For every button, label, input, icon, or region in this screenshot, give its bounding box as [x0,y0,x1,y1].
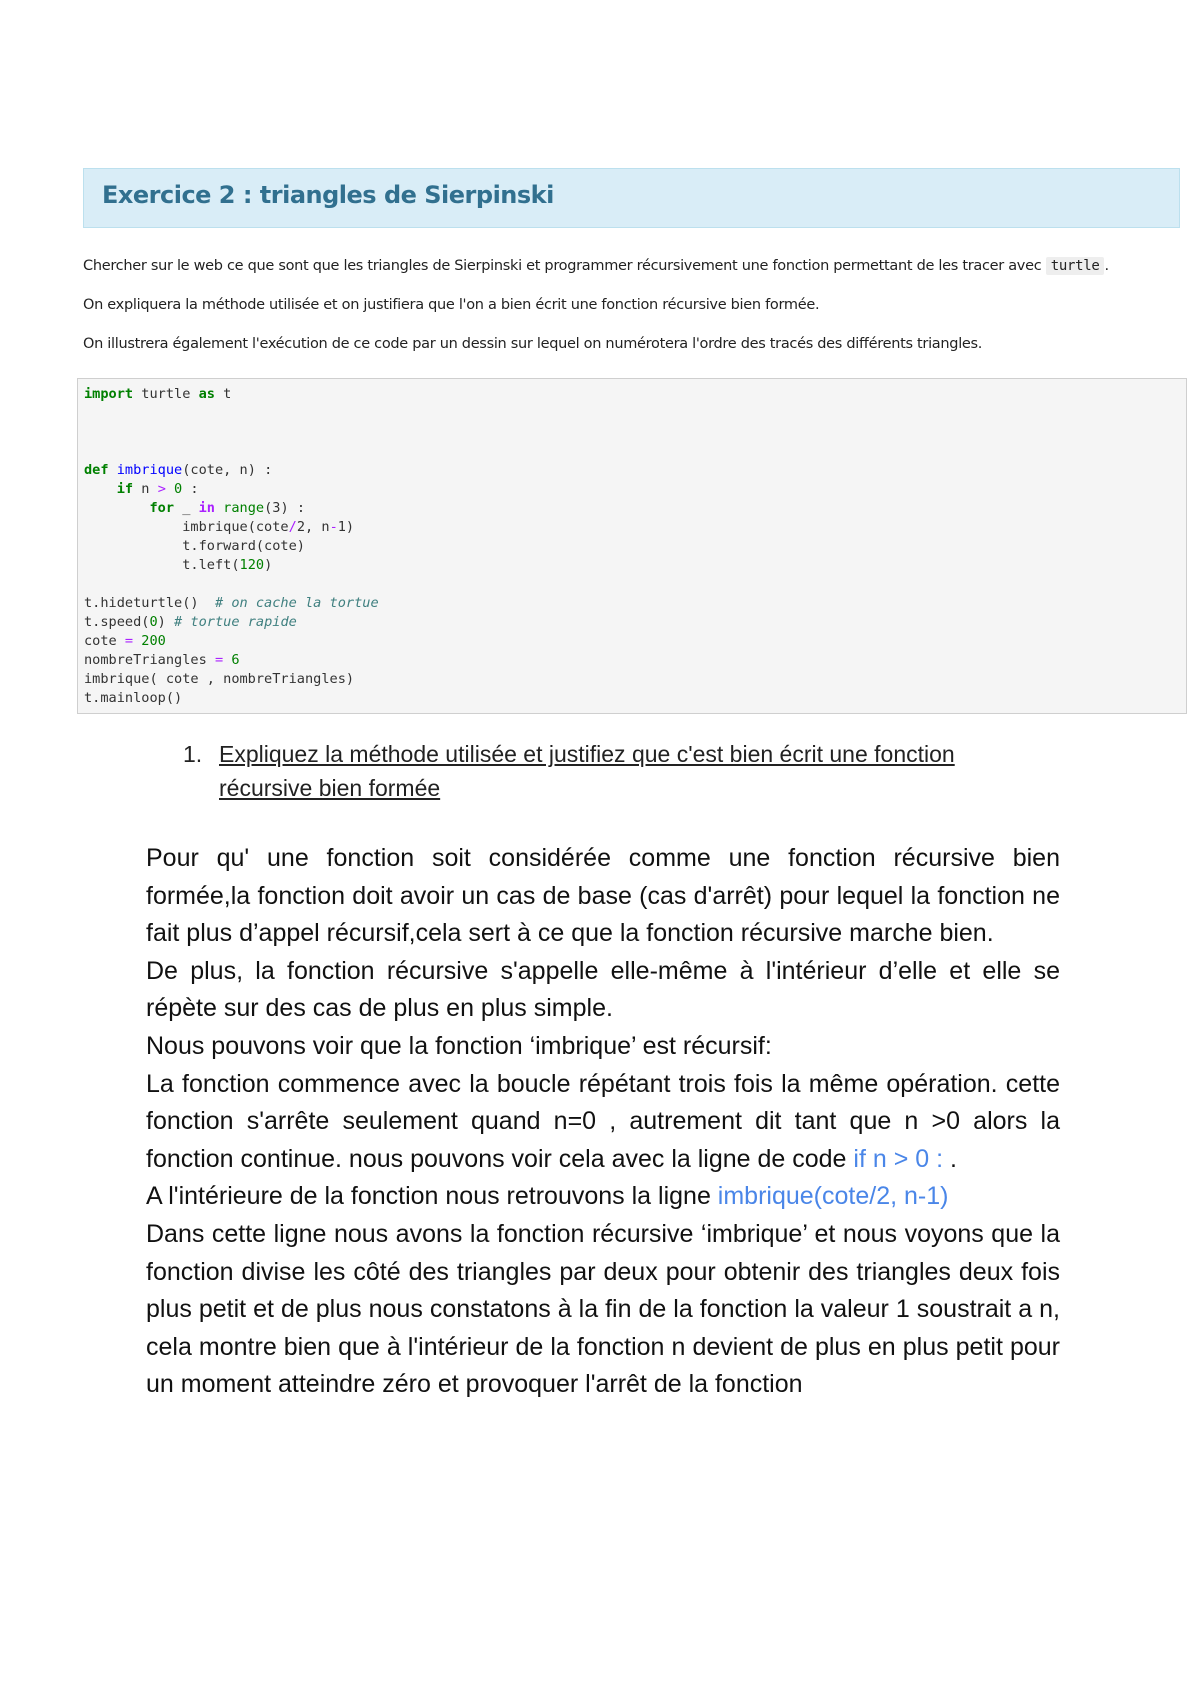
code-token: import [84,386,134,402]
code-token: = [124,633,134,649]
instruction-line-1-text: Chercher sur le web ce que sont que les triangles de Sierpinski et programmer récursivement une fonction permettant de les tracer avec [83,258,1046,274]
code-token: ) [264,557,273,573]
code-token: t.left( [182,557,240,573]
code-token: 0 [149,614,158,630]
code-token: t.speed( [84,614,150,630]
code-token: (3) : [264,500,306,516]
instruction-line-2: On expliquera la méthode utilisée et on justifiera que l'on a bien écrit une fonction récursive bien formée. [83,297,820,313]
code-comment: # tortue rapide [174,614,297,630]
answer-paragraph-4-text: La fonction commence avec la boucle répétant trois fois la même opération. cette fonction s'arrête seulement quand n=0 , autrement dit tant que n >0 alors la fonction continue. nous pouvons voir cela avec la ligne de code [146,1069,1060,1173]
exercise-title: Exercice 2 : triangles de Sierpinski [102,181,554,209]
instruction-line-1 [83,258,1193,274]
code-token: as [198,386,215,402]
code-token: if [116,481,134,497]
code-token: n [133,481,158,497]
code-token: (cote, n) : [182,462,273,478]
question-number: 1. [183,741,203,767]
code-token: range [214,500,265,516]
code-source [84,385,1186,708]
code-token: t.hideturtle() [84,595,215,611]
code-token: / [288,519,297,535]
code-token: 200 [133,633,166,649]
code-token: for [149,500,175,516]
code-token: 0 [165,481,183,497]
answer-paragraph-3: Nous pouvons voir que la fonction ‘imbrique’ est récursif: [146,1031,772,1060]
code-token: = [214,652,224,668]
code-token: 6 [223,652,240,668]
code-token: 1) [337,519,355,535]
code-token: - [329,519,338,535]
inline-code-if: if n > 0 : [853,1144,944,1173]
code-token: imbrique(cote [182,519,289,535]
answer-paragraph-4 [146,1066,1060,1179]
code-token: cote [84,633,125,649]
code-token: imbrique( cote , nombreTriangles) [84,671,355,687]
answer-paragraph-5-text: A l'intérieure de la fonction nous retrouvons la ligne [146,1182,718,1211]
answer-paragraph-1: Pour qu' une fonction soit considérée comme une fonction récursive bien formée,la fonction doit avoir un cas de base (cas d'arrêt) pour lequel la fonction ne fait plus d’appel récursif,cela sert à ce que la fonction récursive marche bien. [146,844,1060,948]
answer-paragraph-5 [146,1178,1060,1216]
answer-text [146,840,1060,1404]
instruction-line-1-end: . [1104,258,1109,274]
code-token: def [84,462,109,478]
code-token: ) [157,614,175,630]
code-cell[interactable] [77,378,1187,714]
code-token: _ [174,500,199,516]
turtle-inline-code: turtle [1046,257,1105,275]
code-token: 2, n [296,519,330,535]
code-token: > [157,481,166,497]
code-token: t.mainloop() [84,690,183,706]
code-comment: # on cache la tortue [214,595,379,611]
answer-paragraph-4-end: . [943,1144,957,1173]
instruction-line-3: On illustrera également l'exécution de ce code par un dessin sur lequel on numérotera l'ordre des tracés des différents triangles. [83,336,983,352]
code-token: in [198,500,215,516]
question-text: Expliquez la méthode utilisée et justifiez que c'est bien écrit une fonction récursive bien formée [219,741,955,801]
inline-code-imbrique: imbrique(cote/2, n-1) [717,1182,949,1211]
code-token: imbrique [116,462,183,478]
exercise-heading-box [83,168,1180,228]
code-token: 120 [239,557,265,573]
answer-paragraph-2: De plus, la fonction récursive s'appelle elle-même à l'intérieur d’elle et elle se répète sur des cas de plus en plus simple. [146,956,1060,1023]
code-token: t.forward(cote) [182,538,305,554]
answer-paragraph-6: Dans cette ligne nous avons la fonction récursive ‘imbrique’ et nous voyons que la fonction divise les côté des triangles par deux pour obtenir des triangles deux fois plus petit et de plus nous constatons à la fin de la fonction la valeur 1 soustrait a n, cela montre bien que à l'intérieur de la fonction n devient de plus en plus petit pour un moment atteindre zéro et provoquer l'arrêt de la fonction [146,1219,1060,1399]
code-token: nombreTriangles [84,652,215,668]
code-token: turtle [133,386,199,402]
code-token: : [182,481,199,497]
code-token: t [214,386,232,402]
